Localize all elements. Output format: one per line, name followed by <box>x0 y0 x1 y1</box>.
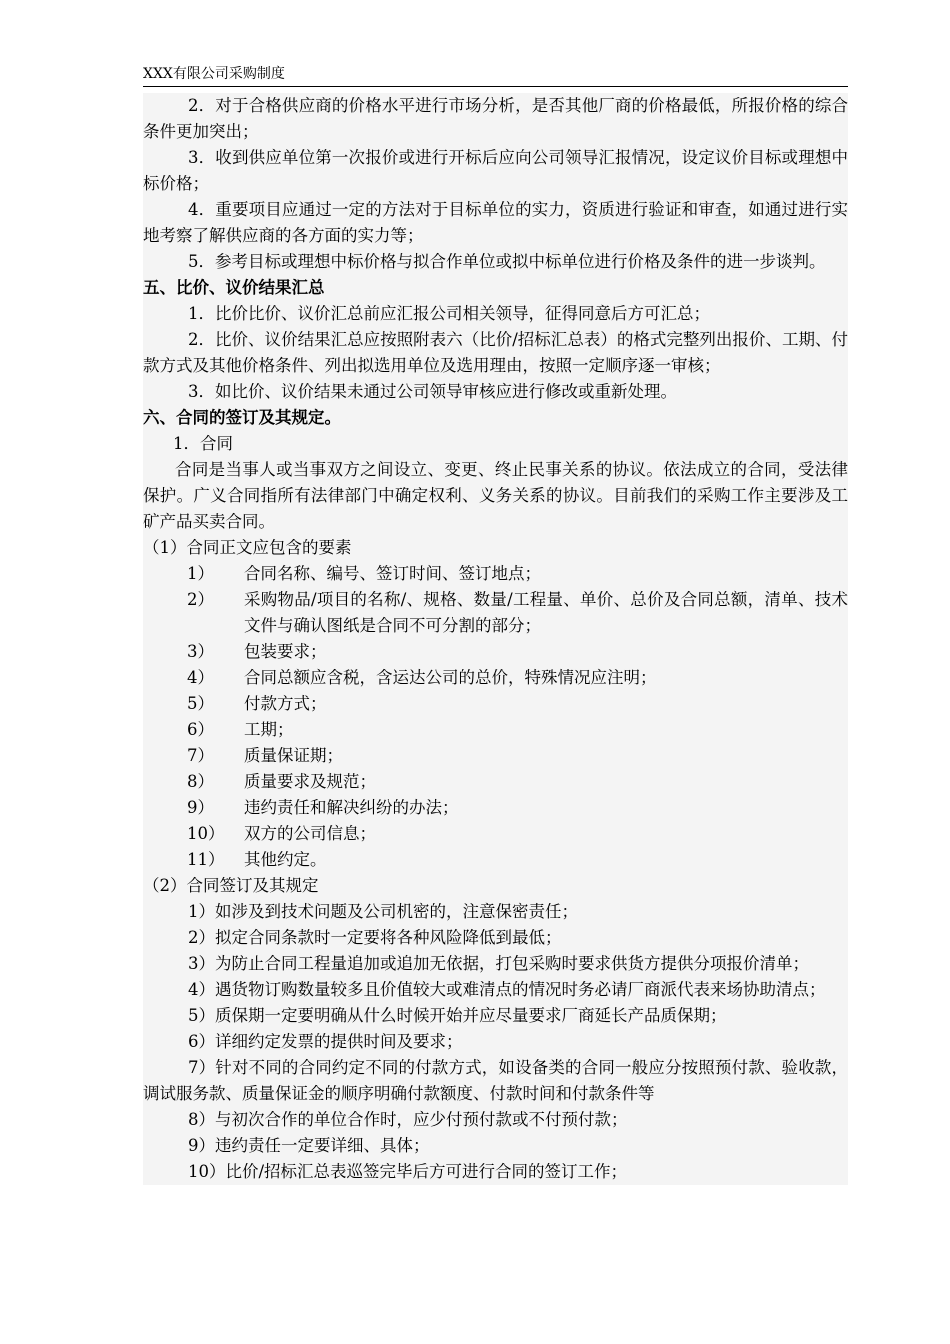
list-text: 合同总额应含税，含运达公司的总价，特殊情况应注明； <box>244 668 657 687</box>
section-heading-5: 五、比价、议价结果汇总 <box>143 275 848 301</box>
rule-item: 2）拟定合同条款时一定要将各种风险降低到最低； <box>143 925 848 951</box>
list-text: 质量保证期； <box>244 746 343 765</box>
section-heading-6: 六、合同的签订及其规定。 <box>143 405 848 431</box>
list-text: 合同名称、编号、签订时间、签订地点； <box>244 564 541 583</box>
list-number: 2） <box>187 590 214 609</box>
list-text: 双方的公司信息； <box>244 824 376 843</box>
page-header: XXX有限公司采购制度 <box>143 64 848 87</box>
rule-item: 6）详细约定发票的提供时间及要求； <box>143 1029 848 1055</box>
list-number: 8） <box>187 772 214 791</box>
paragraph-negotiation: 5．参考目标或理想中标价格与拟合作单位或拟中标单位进行价格及条件的进一步谈判。 <box>143 249 848 275</box>
rule-item: 10）比价/招标汇总表巡签完毕后方可进行合同的签订工作； <box>143 1159 848 1185</box>
list-item <box>143 587 848 639</box>
list-number: 11） <box>187 850 225 869</box>
list-text: 其他约定。 <box>244 850 327 869</box>
rule-item: 5）质保期一定要明确从什么时候开始并应尽量要求厂商延长产品质保期； <box>143 1003 848 1029</box>
subsection-title-elements: （1）合同正文应包含的要素 <box>143 535 848 561</box>
list-item <box>143 665 848 691</box>
subheading-contract: 1．合同 <box>143 431 848 457</box>
list-number: 6） <box>187 720 214 739</box>
list-text: 工期； <box>244 720 294 739</box>
paragraph-contract-definition: 合同是当事人或当事双方之间设立、变更、终止民事关系的协议。依法成立的合同，受法律保护。广义合同指所有法律部门中确定权利、义务关系的协议。目前我们的采购工作主要涉及工矿产品买卖合同。 <box>143 457 848 535</box>
list-item <box>143 639 848 665</box>
list-number: 3） <box>187 642 214 661</box>
paragraph-verification: 4．重要项目应通过一定的方法对于目标单位的实力，资质进行验证和审查，如通过进行实地考察了解供应商的各方面的实力等； <box>143 197 848 249</box>
list-number: 10） <box>187 824 225 843</box>
list-text: 质量要求及规范； <box>244 772 376 791</box>
list-number: 5） <box>187 694 214 713</box>
list-number: 7） <box>187 746 214 765</box>
list-item <box>143 847 848 873</box>
paragraph-summary-format: 2．比价、议价结果汇总应按照附表六（比价/招标汇总表）的格式完整列出报价、工期、付款方式及其他价格条件、列出拟选用单位及选用理由，按照一定顺序逐一审核； <box>143 327 848 379</box>
paragraph-price-analysis: 2．对于合格供应商的价格水平进行市场分析，是否其他厂商的价格最低，所报价格的综合条件更加突出； <box>143 93 848 145</box>
list-item <box>143 743 848 769</box>
rule-item: 4）遇货物订购数量较多且价值较大或难清点的情况时务必请厂商派代表来场协助清点； <box>143 977 848 1003</box>
list-item <box>143 717 848 743</box>
list-number: 9） <box>187 798 214 817</box>
list-number: 4） <box>187 668 214 687</box>
list-text: 付款方式； <box>244 694 327 713</box>
rule-item: 7）针对不同的合同约定不同的付款方式，如设备类的合同一般应分按照预付款、验收款，调试服务款、质量保证金的顺序明确付款额度、付款时间和付款条件等 <box>143 1055 848 1107</box>
rule-item: 8）与初次合作的单位合作时，应少付预付款或不付预付款； <box>143 1107 848 1133</box>
list-item <box>143 561 848 587</box>
rule-item: 1）如涉及到技术问题及公司机密的，注意保密责任； <box>143 899 848 925</box>
rule-item: 9）违约责任一定要详细、具体； <box>143 1133 848 1159</box>
list-item <box>143 821 848 847</box>
list-number: 1） <box>187 564 214 583</box>
rule-item: 3）为防止合同工程量追加或追加无依据，打包采购时要求供货方提供分项报价清单； <box>143 951 848 977</box>
paragraph-summary-approval: 1．比价比价、议价汇总前应汇报公司相关领导，征得同意后方可汇总； <box>143 301 848 327</box>
list-text: 采购物品/项目的名称/、规格、数量/工程量、单价、总价及合同总额，清单、技术文件与确认图纸是合同不可分割的部分； <box>244 590 848 635</box>
paragraph-summary-rework: 3．如比价、议价结果未通过公司领导审核应进行修改或重新处理。 <box>143 379 848 405</box>
subsection-title-signing: （2）合同签订及其规定 <box>143 873 848 899</box>
list-item <box>143 769 848 795</box>
list-item <box>143 795 848 821</box>
list-text: 违约责任和解决纠纷的办法； <box>244 798 459 817</box>
document-body <box>143 93 848 1185</box>
list-item <box>143 691 848 717</box>
paragraph-first-quote-report: 3．收到供应单位第一次报价或进行开标后应向公司领导汇报情况，设定议价目标或理想中标价格； <box>143 145 848 197</box>
list-text: 包装要求； <box>244 642 327 661</box>
